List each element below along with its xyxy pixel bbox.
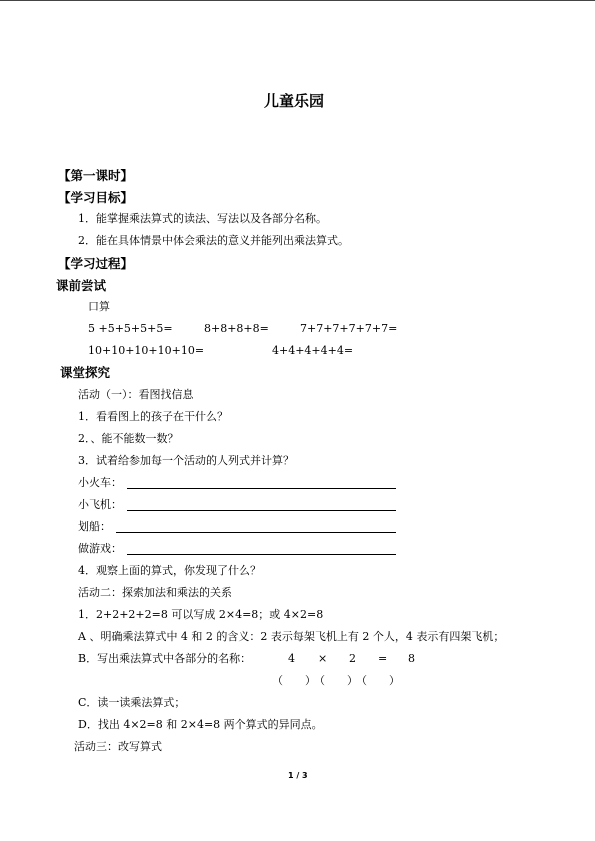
process-heading: 【学习过程】 xyxy=(58,256,134,271)
top-rule xyxy=(0,0,595,1)
question-1: 1．看看图上的孩子在干什么？ xyxy=(78,410,228,423)
activity-2-item-a: A 、明确乘法算式中 4 和 2 的含义：2 表示每架飞机上有 2 个人，4 表示有四架飞机； xyxy=(78,630,505,643)
name-blank: （ ） xyxy=(272,674,316,687)
lesson-heading: 【第一课时】 xyxy=(58,168,134,183)
fill-label-boat: 划船： xyxy=(78,520,111,533)
fill-label-train: 小火车： xyxy=(78,476,122,489)
equation-operator: × xyxy=(318,652,328,665)
name-blank: （ ） xyxy=(314,674,358,687)
calc-item: 7+7+7+7+7+7= xyxy=(300,322,398,335)
activity-2-item-d: D．找出 4×2=8 和 2×4=8 两个算式的异同点。 xyxy=(78,718,323,731)
calc-item: 10+10+10+10+10= xyxy=(88,344,205,357)
goal-2: 2．能在具体情景中体会乘法的意义并能列出乘法算式。 xyxy=(78,234,349,247)
question-3: 3．试着给参加每一个活动的人列式并计算？ xyxy=(78,454,294,467)
fill-label-game: 做游戏： xyxy=(78,542,122,555)
oral-calc-label: 口算 xyxy=(88,300,110,313)
calc-item: 8+8+8+8= xyxy=(204,322,269,335)
activity-1: 活动（一）：看图找信息 xyxy=(78,388,194,401)
equation-factor: 2 xyxy=(349,652,356,665)
question-2: 2．、能不能数一数？ xyxy=(78,432,179,445)
explore-heading: 课堂探究 xyxy=(60,365,111,380)
calc-item: 4+4+4+4+4= xyxy=(272,344,354,357)
goals-heading: 【学习目标】 xyxy=(58,190,134,205)
question-4: 4．观察上面的算式，你发现了什么？ xyxy=(78,564,261,577)
equation-product: 8 xyxy=(408,652,415,665)
name-blank: （ ） xyxy=(356,674,400,687)
activity-2-item-c: C．读一读乘法算式； xyxy=(78,696,186,709)
answer-blank xyxy=(127,488,396,489)
activity-2: 活动二：探索加法和乘法的关系 xyxy=(78,586,232,599)
answer-blank xyxy=(127,554,396,555)
answer-blank xyxy=(116,532,396,533)
pre-class-heading: 课前尝试 xyxy=(56,278,107,293)
activity-2-item-b: B．写出乘法算式中各部分的名称： xyxy=(78,652,252,665)
fill-label-plane: 小飞机： xyxy=(78,498,122,511)
activity-3: 活动三：改写算式 xyxy=(74,740,162,753)
calc-item: 5 +5+5+5+5= xyxy=(88,322,173,335)
goal-1: 1．能掌握乘法算式的读法、写法以及各部分名称。 xyxy=(78,212,327,225)
answer-blank xyxy=(127,510,396,511)
activity-2-item-1: 1．2+2+2+2=8 可以写成 2×4=8；或 4×2=8 xyxy=(78,608,324,621)
equation-equals: = xyxy=(378,652,388,665)
equation-factor: 4 xyxy=(288,652,295,665)
page-title: 儿童乐园 xyxy=(264,92,325,110)
page-number: 1 / 3 xyxy=(288,771,308,780)
